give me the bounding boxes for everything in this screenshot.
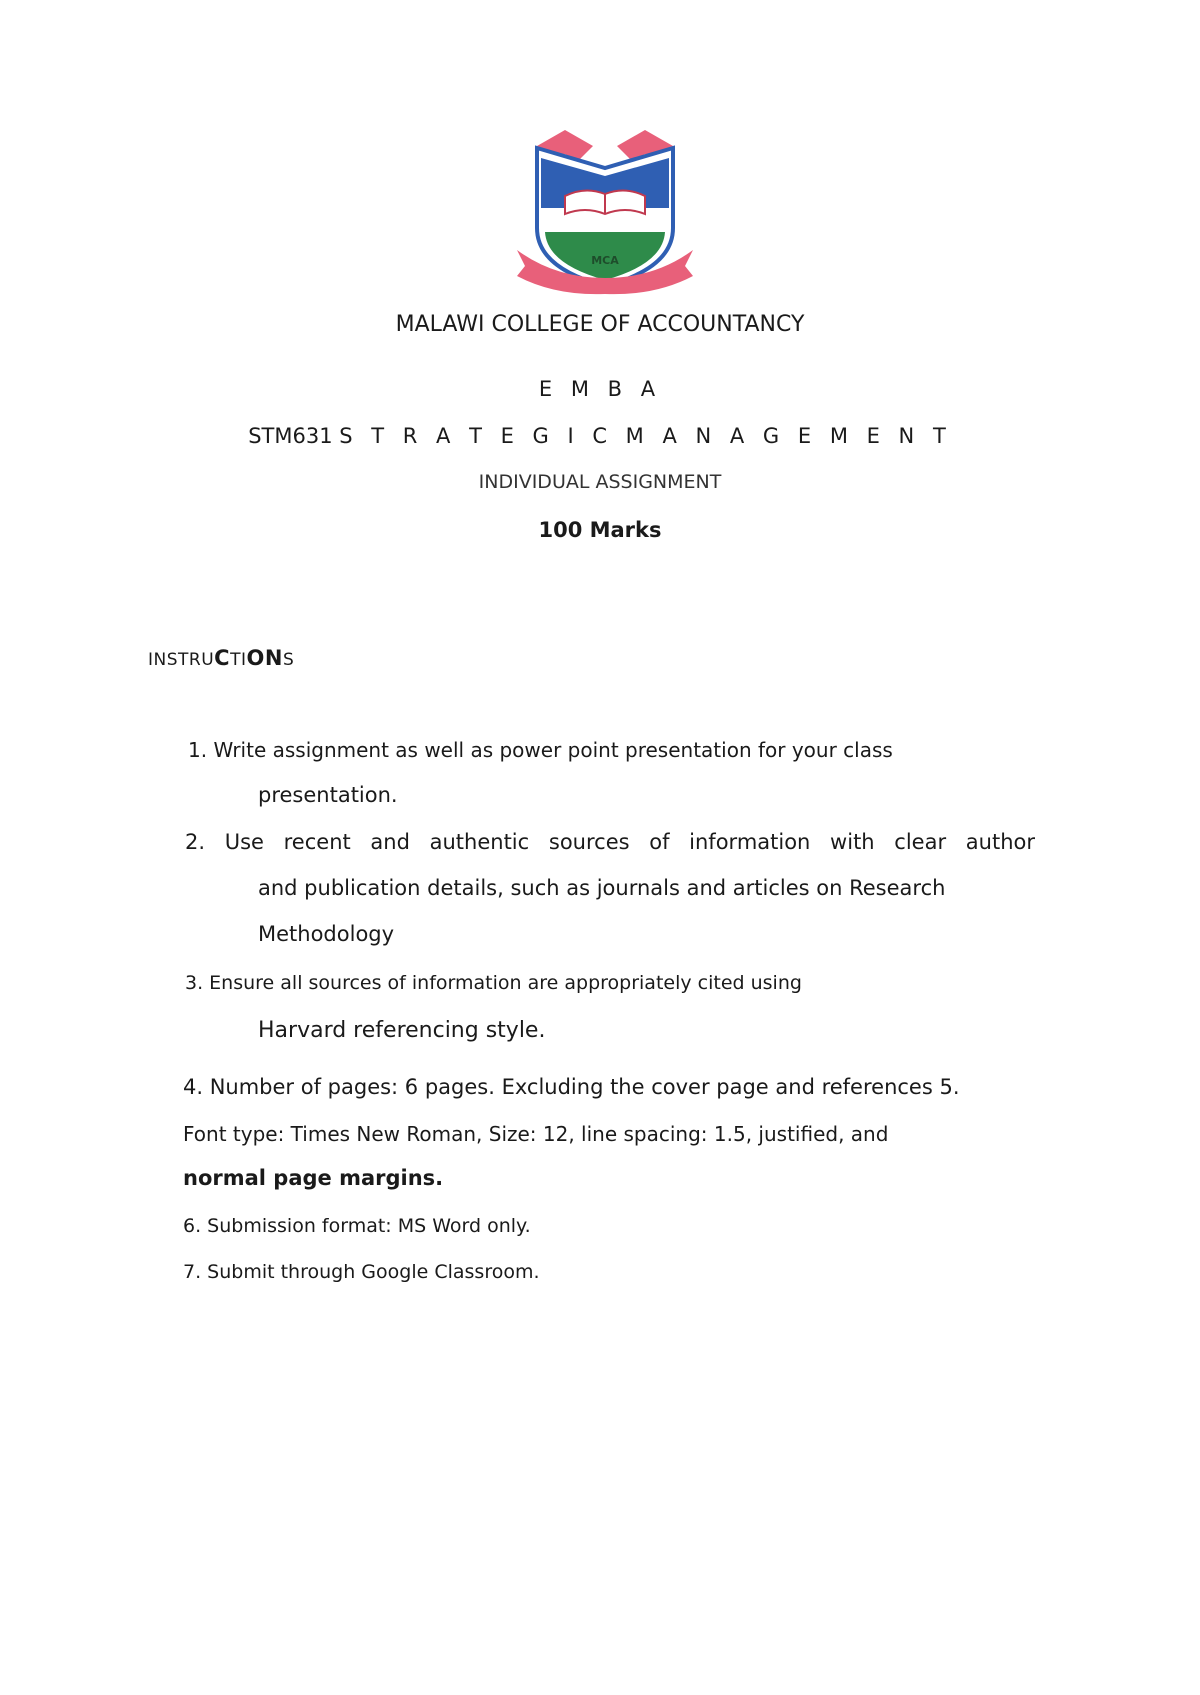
heading-part: TI	[230, 650, 247, 670]
assignment-type: INDIVIDUAL ASSIGNMENT	[478, 471, 722, 493]
instruction-2-line-2: and publication details, such as journals and articles on Research	[258, 876, 946, 900]
total-marks: 100 Marks	[538, 518, 662, 542]
heading-part: I	[148, 650, 154, 670]
instruction-5-line-2: normal page margins.	[183, 1166, 444, 1190]
instruction-2-line-1: 2. Use recent and authentic sources of information with clear author	[185, 830, 1035, 854]
heading-part: ON	[246, 646, 283, 670]
heading-part: NSTRU	[153, 650, 215, 670]
instruction-4-line-1: 4. Number of pages: 6 pages. Excluding the cover page and references 5.	[183, 1075, 960, 1099]
heading-part: C	[214, 646, 231, 670]
instruction-6-line-1: 6. Submission format: MS Word only.	[183, 1215, 531, 1237]
instructions-heading	[148, 646, 294, 670]
instruction-1-line-1: 1. Write assignment as well as power point presentation for your class	[188, 738, 893, 762]
program-name: E M B A	[538, 377, 662, 401]
instruction-1-line-2: presentation.	[258, 783, 398, 807]
instruction-5-line-1: Font type: Times New Roman, Size: 12, line spacing: 1.5, justified, and	[183, 1122, 889, 1146]
crest-lettering: MCA	[591, 254, 619, 267]
instruction-2-line-3: Methodology	[258, 922, 395, 946]
instruction-3-line-2: Harvard referencing style.	[258, 1018, 546, 1043]
course-code: STM631	[248, 424, 333, 448]
course-title: S T R A T E G I C M A N A G E M E N T	[339, 424, 952, 448]
instruction-3-line-1: 3. Ensure all sources of information are appropriately cited using	[185, 972, 802, 994]
heading-part: S	[282, 650, 295, 670]
college-name: MALAWI COLLEGE OF ACCOUNTANCY	[395, 312, 805, 337]
instruction-7-line-1: 7. Submit through Google Classroom.	[183, 1261, 540, 1283]
college-crest-logo	[515, 128, 695, 298]
course-title-line	[0, 424, 1200, 448]
